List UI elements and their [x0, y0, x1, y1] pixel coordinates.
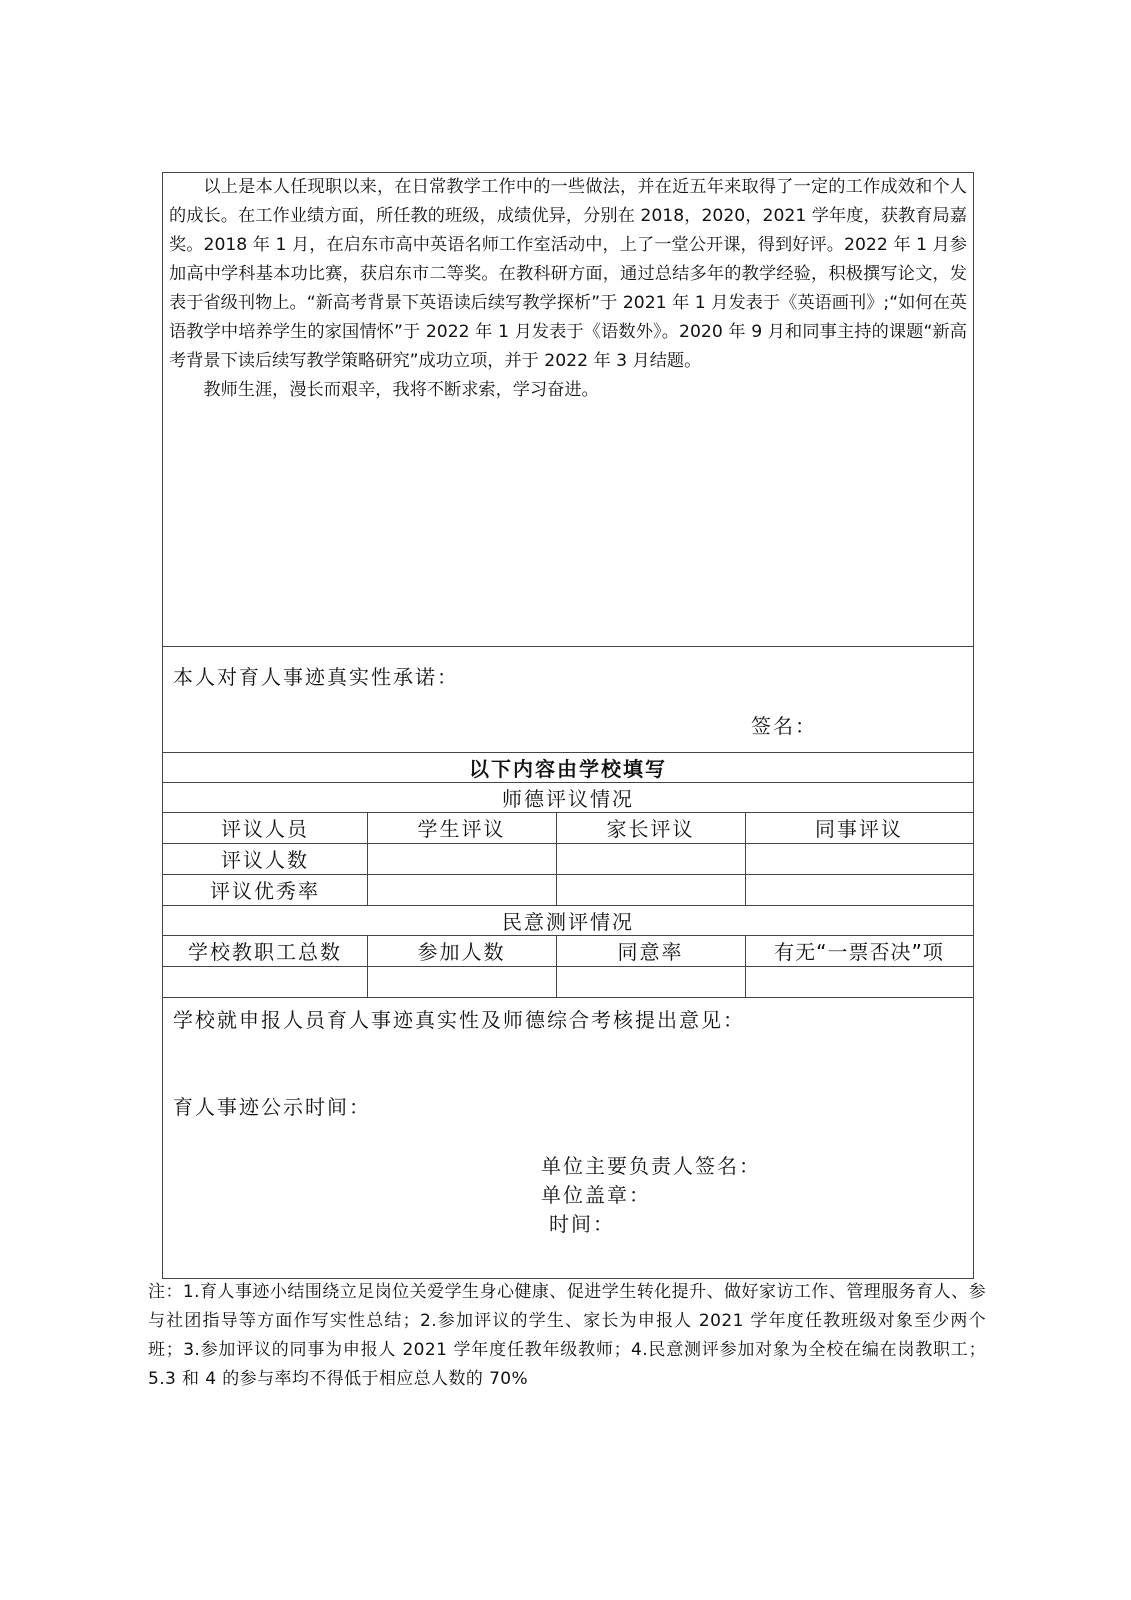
ethics-cell: [556, 874, 745, 905]
ethics-row-label: 评议优秀率: [210, 879, 320, 903]
publicity-time-label: 育人事迹公示时间：: [173, 1095, 371, 1119]
seal-label: 单位盖章：: [541, 1183, 651, 1207]
divider: [163, 997, 973, 998]
poll-header-cell: 参加人数: [417, 940, 506, 964]
leader-signature-label: 单位主要负责人签名：: [541, 1154, 761, 1178]
poll-header-cell: 同意率: [617, 940, 684, 964]
narrative-paragraph-2: 教师生涯，漫长而艰辛，我将不断求索，学习奋进。: [203, 380, 599, 400]
poll-cell: [367, 966, 556, 997]
ethics-cell: [556, 843, 745, 874]
poll-title: 民意测评情况: [502, 909, 634, 934]
poll-cell: [745, 966, 973, 997]
ethics-cell: [745, 843, 973, 874]
ethics-header-cell: 评议人员: [221, 817, 309, 841]
poll-header-cell: 学校教职工总数: [188, 940, 342, 964]
ethics-header-cell: 同事评议: [815, 817, 903, 841]
ethics-cell: [745, 874, 973, 905]
footnote: 注：1.育人事迹小结围绕立足岗位关爱学生身心健康、促进学生转化提升、做好家访工作、管理服务育人、参与社团指导等方面作写实性总结；2.参加评议的学生、家长为申报人 2021 学年度任教班级对象至少两个班；3.参加评议的同事为申报人 2021 学年度任教年级教师；4.民意测评参加对象为全校在编在岗教职工；5.3 和 4 的参与率均不得低于相应总人数的 70%: [148, 1282, 986, 1389]
ethics-cell: [367, 874, 556, 905]
narrative-paragraph-1: 以上是本人任现职以来，在日常教学工作中的一些做法，并在近五年来取得了一定的工作成效和个人的成长。在工作业绩方面，所任教的班级，成绩优异，分别在 2018，2020，2021 学年度，获教育局嘉奖。2018 年 1 月，在启东市高中英语名师工作室活动中，上了一堂公开课，得到好评。2022 年 1 月参加高中学科基本功比赛，获启东市二等奖。在教科研方面，通过总结多年的教学经验，积极撰写论文，发表于省级刊物上。“新高考背景下英语读后续写教学探析”于 2021 年 1 月发表于《英语画刊》;“如何在英语教学中培养学生的家国情怀”于 2022 年 1 月发表于《语数外》。2020 年 9 月和同事主持的课题“新高考背景下读后续写教学策略研究”成功立项，并于 2022 年 3 月结题。: [169, 177, 967, 371]
divider: [163, 646, 973, 647]
signature-label: 签名：: [751, 714, 817, 738]
ethics-header-cell: 学生评议: [417, 817, 506, 841]
ethics-header-cell: 家长评议: [606, 817, 695, 841]
narrative-section: [169, 173, 967, 405]
ethics-cell: [367, 843, 556, 874]
opinion-label: 学校就申报人员育人事迹真实性及师德综合考核提出意见：: [173, 1008, 745, 1032]
poll-header-cell: 有无“一票否决”项: [774, 940, 944, 964]
school-section-heading: 以下内容由学校填写: [469, 756, 667, 781]
commitment-label: 本人对育人事迹真实性承诺：: [173, 665, 459, 689]
declaration-form: [162, 172, 974, 1279]
time-label: 时间：: [549, 1212, 615, 1236]
ethics-title: 师德评议情况: [502, 786, 634, 811]
poll-cell: [556, 966, 745, 997]
poll-cell: [163, 966, 367, 997]
ethics-row-label: 评议人数: [221, 848, 309, 872]
